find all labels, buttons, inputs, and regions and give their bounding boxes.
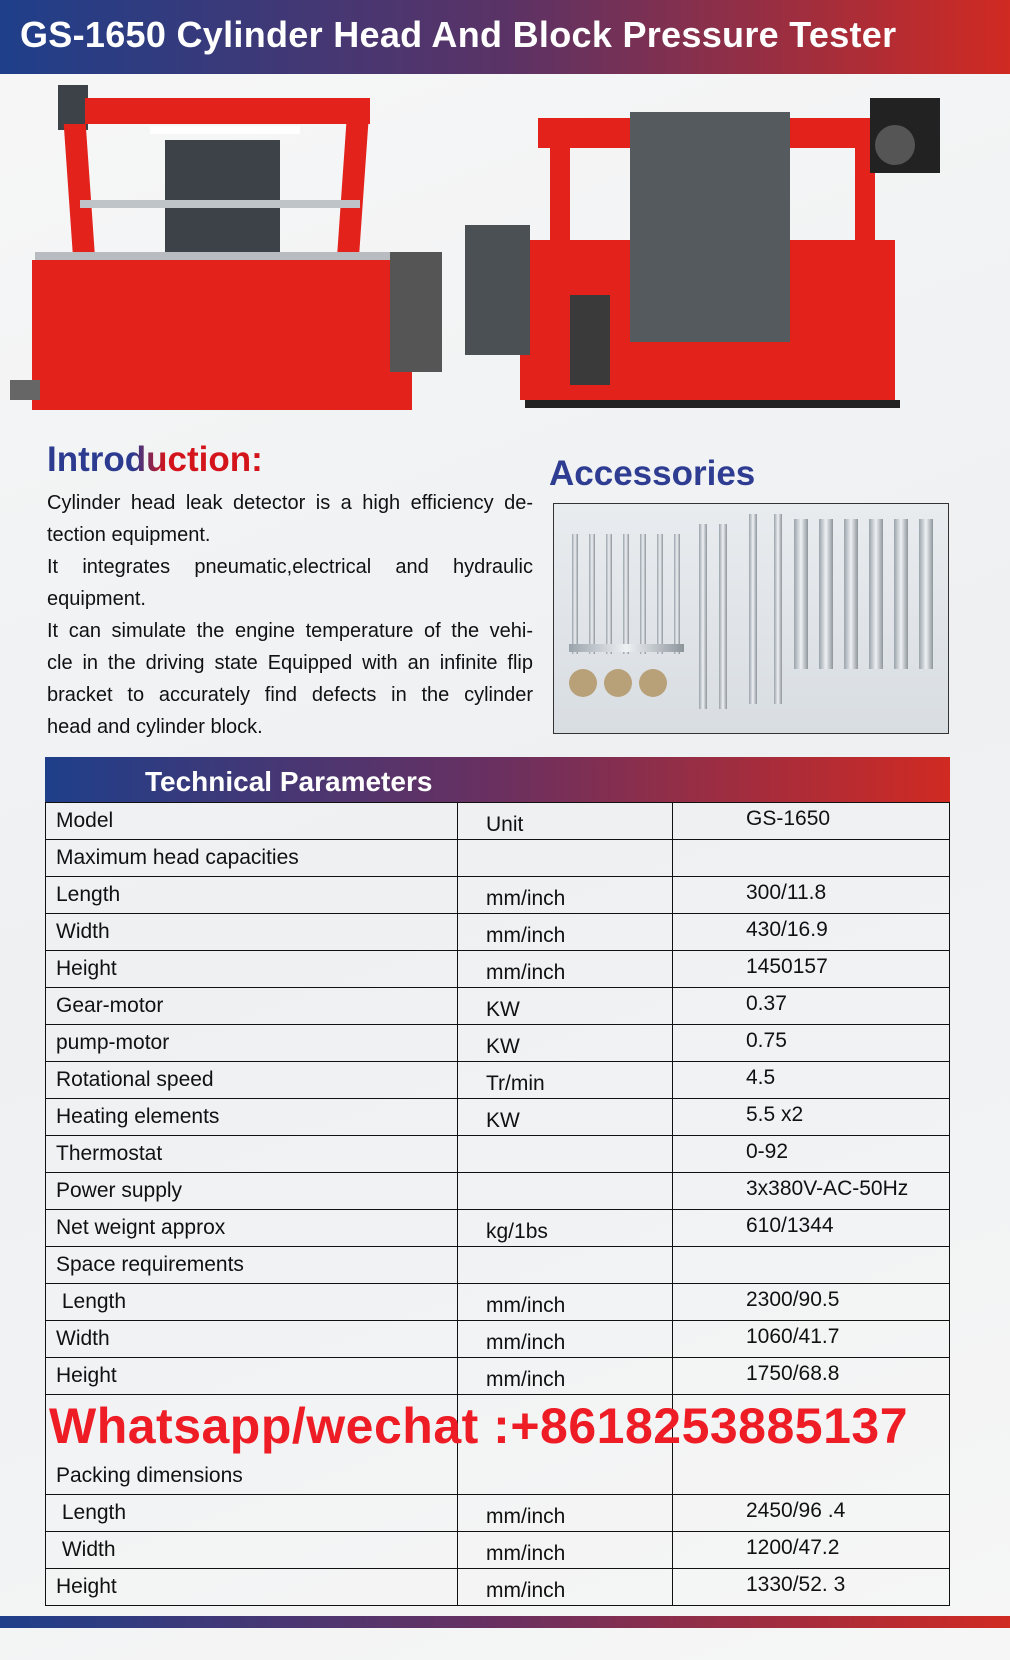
parameter-name: Space requirements [46,1247,458,1284]
table-row [46,1062,950,1099]
intro-line: tection equipment. [47,524,211,546]
accessories-heading: Accessories [549,454,756,493]
parameter-value: GS-1650 [673,803,950,840]
page-header [0,0,1010,74]
intro-line: cle in the driving state Equipped with an infinite flip [47,652,533,674]
parameter-unit: kg/1bs [458,1210,673,1247]
machine-back-photo [460,90,940,435]
parameter-name: Length [46,877,458,914]
parameter-value: 1200/47.2 [673,1532,950,1569]
parameter-unit: mm/inch [458,1284,673,1321]
table-row [46,1321,950,1358]
table-row [46,877,950,914]
parameter-unit: Tr/min [458,1062,673,1099]
parameter-value: 1750/68.8 [673,1358,950,1395]
introduction-text [47,487,533,743]
table-row [46,1532,950,1569]
parameter-name: Packing dimensions [46,1395,458,1495]
parameter-name: Net weignt approx [46,1210,458,1247]
parameter-name: Gear-motor [46,988,458,1025]
parameter-unit: mm/inch [458,1321,673,1358]
parameter-unit [458,1247,673,1284]
parameter-value: 2450/96 .4 [673,1495,950,1532]
machine-front-photo [10,80,445,435]
table-row [46,1495,950,1532]
parameter-unit: KW [458,988,673,1025]
intro-line: Cylinder head leak detector is a high efficiency de- [47,492,533,514]
page-title: GS-1650 Cylinder Head And Block Pressure Tester [20,14,897,55]
parameter-name: Width [46,914,458,951]
technical-parameters-header [45,757,950,802]
parameter-value: 4.5 [673,1062,950,1099]
parameter-value: 0.75 [673,1025,950,1062]
parameter-name: Thermostat [46,1136,458,1173]
table-row [46,1210,950,1247]
parameter-unit: Unit [458,803,673,840]
parameter-unit: KW [458,1025,673,1062]
table-row [46,1025,950,1062]
intro-line: head and cylinder block. [47,716,263,738]
parameter-name: Rotational speed [46,1062,458,1099]
parameter-unit: mm/inch [458,1532,673,1569]
table-row [46,951,950,988]
parameter-name: Maximum head capacities [46,840,458,877]
parameter-unit: mm/inch [458,877,673,914]
table-row [46,988,950,1025]
parameter-value: 300/11.8 [673,877,950,914]
parameter-value: 1060/41.7 [673,1321,950,1358]
parameter-name: Length [46,1495,458,1532]
parameter-name: Power supply [46,1173,458,1210]
parameter-value: 3x380V-AC-50Hz [673,1173,950,1210]
parameter-value: 2300/90.5 [673,1284,950,1321]
parameter-name: Length [46,1284,458,1321]
parameter-name: Width [46,1532,458,1569]
parameter-value: 0-92 [673,1136,950,1173]
table-row [46,1136,950,1173]
parameter-value: 5.5 x2 [673,1099,950,1136]
parameter-unit: mm/inch [458,914,673,951]
parameter-unit [458,1136,673,1173]
intro-line: It integrates pneumatic,electrical and hydraulic [47,556,533,578]
introduction-heading: Introduction: [47,440,263,479]
technical-parameters-title: Technical Parameters [145,766,433,797]
parameter-name: Heating elements [46,1099,458,1136]
parameter-unit [458,840,673,877]
parameter-unit: mm/inch [458,951,673,988]
parameter-name: Height [46,1569,458,1606]
bottom-divider [0,1616,1010,1628]
table-row [46,840,950,877]
parameter-value [673,1247,950,1284]
table-row [46,1099,950,1136]
parameter-unit: KW [458,1099,673,1136]
parameter-value: 430/16.9 [673,914,950,951]
parameter-name: pump-motor [46,1025,458,1062]
parameter-value: 1330/52. 3 [673,1569,950,1606]
parameter-value: 1450157 [673,951,950,988]
technical-parameters-table [45,802,950,1606]
contact-watermark: Whatsapp/wechat :+8618253885137 [49,1397,909,1454]
table-row [46,803,950,840]
parameter-unit: mm/inch [458,1495,673,1532]
intro-line: equipment. [47,588,146,610]
intro-line: bracket to accurately find defects in the cylinder [47,684,533,706]
parameter-name: Model [46,803,458,840]
accessories-photo [553,503,949,734]
table-row [46,1284,950,1321]
parameter-value: 610/1344 [673,1210,950,1247]
table-row [46,1358,950,1395]
parameter-value [673,840,950,877]
table-row [46,1247,950,1284]
table-row [46,1173,950,1210]
parameter-unit: mm/inch [458,1358,673,1395]
parameter-unit: mm/inch [458,1569,673,1606]
parameter-value: 0.37 [673,988,950,1025]
parameter-name: Width [46,1321,458,1358]
table-row [46,1569,950,1606]
parameter-unit [458,1173,673,1210]
intro-line: It can simulate the engine temperature of the vehi- [47,620,533,642]
parameter-name: Height [46,951,458,988]
table-row [46,914,950,951]
parameter-name: Height [46,1358,458,1395]
